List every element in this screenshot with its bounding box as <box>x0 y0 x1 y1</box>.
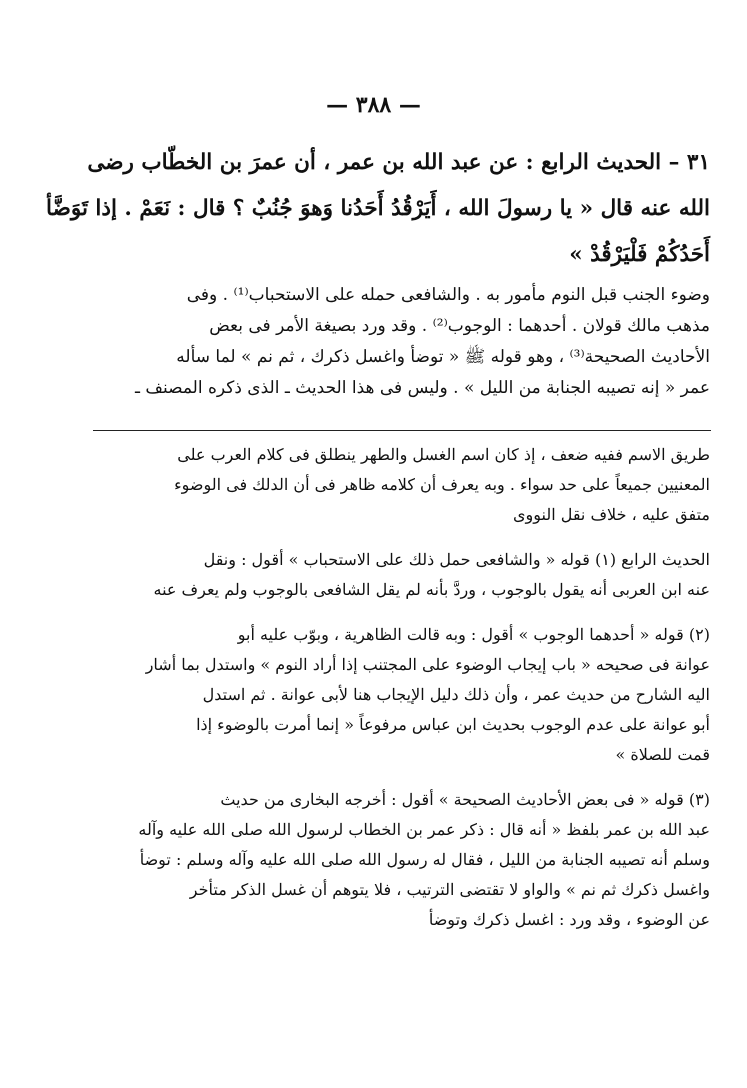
footnote-line: عوانة فى صحيحه « باب إيجاب الوضوء على المجتنب إذا أراد النوم » واستدل بما أشار <box>145 655 710 674</box>
footnote-line: عن الوضوء ، وقد ورد : اغسل ذكرك وتوضأ <box>428 910 710 929</box>
commentary-line: وضوء الجنب قبل النوم مأمور به . والشافعى حمله على الاستحباب⁽¹⁾ . وفى <box>186 285 710 305</box>
footnote-divider <box>93 430 711 431</box>
hadith-line: ٣١ – الحديث الرابع : عن عبد الله بن عمر ، أن عمرَ بن الخطّاب رضى <box>87 150 710 175</box>
footnote-line: (٢) قوله « أحدهما الوجوب » أقول : وبه قالت الظاهرية ، وبوّب عليه أبو <box>237 625 710 644</box>
footnote-line: قمت للصلاة » <box>615 745 710 764</box>
page-number: — ٣٨٨ — <box>326 92 421 118</box>
footnote-line: عنه ابن العربى أنه يقول بالوجوب ، وردَّ بأنه لم يقل الشافعى بالوجوب ولم يعرف عنه <box>153 580 710 599</box>
footnote-continuation <box>40 440 710 530</box>
footnote-line: واغسل ذكرك ثم نم » والواو لا تقتضى الترتيب ، فلا يتوهم أن غسل الذكر متأخر <box>189 880 710 899</box>
footnote-line: اليه الشارح من حديث عمر ، وأن ذلك دليل الإيجاب هنا لأبى عوانة . ثم استدل <box>202 685 710 704</box>
commentary-line: الأحاديث الصحيحة⁽³⁾ ، وهو قوله ﷺ « توضأ واغسل ذكرك ، ثم نم » لما سأله <box>176 347 710 367</box>
hadith-line: الله عنه قال « يا رسولَ الله ، أَيَرْقُدُ أَحَدُنا وَهوَ جُنُبٌ ؟ قال : نَعَمْ . إذا تَوَضَّأ <box>46 196 710 221</box>
footnote-2 <box>40 620 710 770</box>
footnote-line: المعنيين جميعاً على حد سواء . وبه يعرف أن كلامه ظاهر فى أن الدلك فى الوضوء <box>174 475 710 494</box>
footnote-1 <box>40 545 710 605</box>
footnotes-section <box>40 440 710 950</box>
footnote-3 <box>40 785 710 935</box>
footnote-line: وسلم أنه تصيبه الجنابة من الليل ، فقال له رسول الله صلى الله عليه وآله وسلم : توضأ <box>139 850 710 869</box>
footnote-line: (٣) قوله « فى بعض الأحاديث الصحيحة » أقول : أخرجه البخارى من حديث <box>220 790 710 809</box>
commentary-line: عمر « إنه تصيبه الجنابة من الليل » . وليس فى هذا الحديث ـ الذى ذكره المصنف ـ <box>134 378 710 398</box>
hadith-line: أَحَدُكُمْ فَلْيَرْقُدْ » <box>569 242 710 267</box>
footnote-line: متفق عليه ، خلاف نقل النووى <box>512 505 710 524</box>
footnote-line: أبو عوانة على عدم الوجوب بحديث ابن عباس مرفوعاً « إنما أمرت بالوضوء إذا <box>196 715 710 734</box>
commentary-paragraph <box>40 280 710 404</box>
hadith-text <box>40 140 710 278</box>
footnote-line: عبد الله بن عمر بلفظ « أنه قال : ذكر عمر بن الخطاب لرسول الله صلى الله عليه وآله <box>138 820 710 839</box>
commentary-line: مذهب مالك قولان . أحدهما : الوجوب⁽²⁾ . وقد ورد بصيغة الأمر فى بعض <box>209 316 710 336</box>
footnote-line: الحديث الرابع (١) قوله « والشافعى حمل ذلك على الاستحباب » أقول : ونقل <box>203 550 710 569</box>
footnote-line: طريق الاسم ففيه ضعف ، إذ كان اسم الغسل والطهر ينطلق فى كلام العرب على <box>177 445 710 464</box>
